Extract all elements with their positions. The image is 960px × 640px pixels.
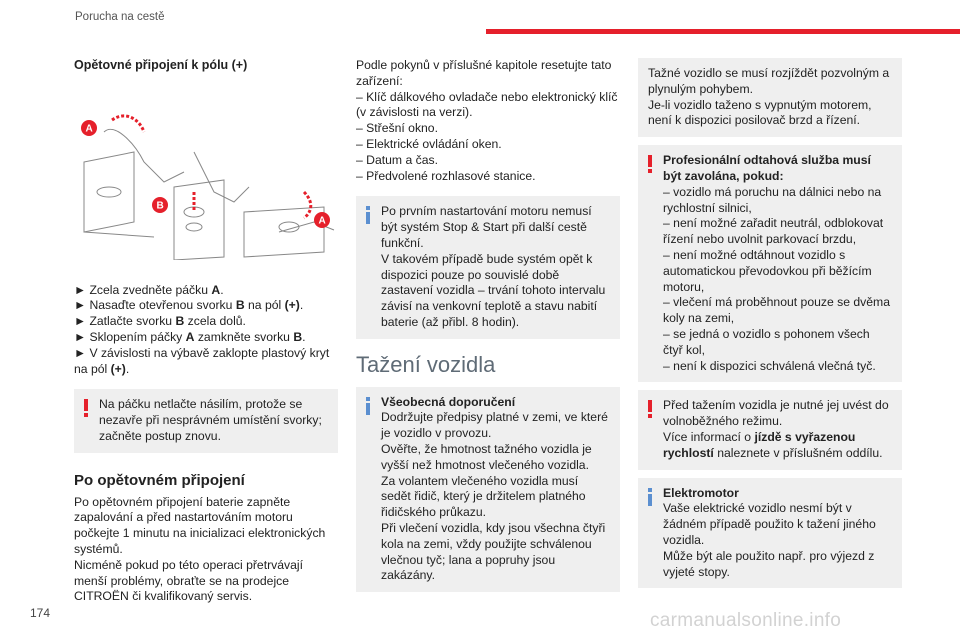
battery-clamp-illustration (74, 92, 338, 260)
neutral-mode-p2: Více informací o jízdě s vyřazenou rychlostí naleznete v příslušném oddílu. (663, 429, 883, 460)
step-1: ► Zcela zvedněte páčku A. (74, 282, 224, 297)
professional-tow-item-1: – vozidlo má poruchu na dálnici nebo na rychlostní silnici, (663, 184, 882, 215)
neutral-mode-p1: Před tažením vozidla je nutné jej uvést do volnoběžného režimu. (663, 398, 889, 429)
professional-tow-item-2: – není možné zařadit neutrál, odblokovat řízení nebo uvolnit parkovací brzdu, (663, 216, 884, 247)
general-advice-line-4: Při vlečení vozidla, kdy jsou všechna čtyři kola na zemi, vždy použijte schválenou vlečnou tyč; lana a popruhy jsou zakázány. (381, 520, 606, 583)
reset-item-1: – Klíč dálkového ovladače nebo elektronický klíč (v závislosti na verzi). (356, 89, 618, 120)
electric-motor-p1: Vaše elektrické vozidlo nesmí být v žádném případě použito k tažení jiného vozidla. (663, 501, 876, 547)
general-advice-line-3: Za volantem vlečeného vozidla musí sedět řidič, který je držitelem platného řidičského průkazu. (381, 473, 586, 520)
step-2: ► Nasaďte otevřenou svorku B na pól (+). (74, 298, 304, 313)
reset-intro: Podle pokynů v příslušné kapitole resetujte tato zařízení: (356, 58, 612, 88)
electric-motor-p2: Může být ale použito např. pro výjezd z vyjeté stopy. (663, 548, 875, 579)
header-accent-bar (486, 29, 960, 34)
stop-start-info-p1: Po prvním nastartování motoru nemusí být systém Stop & Start při další cestě funkční. (381, 204, 592, 250)
reconnect-heading: Opětovné připojení k pólu (+) (74, 58, 248, 72)
towing-start-p1: Tažné vozidlo se musí rozjíždět pozvolným a plynulým pohybem. (648, 66, 890, 96)
info-icon (365, 206, 371, 224)
towing-section-title: Tažení vozidla (356, 351, 496, 377)
svg-text:A: A (318, 215, 326, 227)
info-icon (647, 488, 653, 506)
label-b (152, 197, 168, 213)
after-reconnect-heading: Po opětovném připojení (74, 471, 245, 489)
electric-motor-info-box (638, 478, 902, 589)
after-reconnect-para-2: Nicméně pokud po této operaci přetrvávají menší problémy, obraťte se na prodejce CITROËN či kvalifikovaný servis. (74, 557, 303, 604)
general-advice-line-1: Dodržujte předpisy platné v zemi, ve které je vozidlo v provozu. (381, 410, 608, 441)
towing-start-box (638, 58, 902, 137)
professional-tow-item-6: – není k dispozici schválená vlečná tyč. (663, 358, 876, 373)
professional-tow-item-4: – vlečení má proběhnout pouze se dvěma koly na zemi, (663, 295, 890, 326)
stop-start-info-p2: V takovém případě bude systém opět k dispozici pouze po souvislé době zastavení vozidla – trvání tohoto intervalu závisí na venkovní teplotě a stavu nabití baterie (až přibl. 8 hodin). (381, 251, 606, 329)
step-5: ► V závislosti na výbavě zaklopte plastový kryt na pól (+). (74, 345, 330, 376)
step-3: ► Zatlačte svorku B zcela dolů. (74, 314, 246, 329)
watermark: carmanualsonline.info (650, 610, 842, 631)
reset-item-5: – Předvolené rozhlasové stanice. (356, 168, 536, 183)
label-a-right (314, 212, 330, 228)
professional-tow-title: Profesionální odtahová služba musí být zavolána, pokud: (663, 153, 871, 183)
after-reconnect-para-1: Po opětovném připojení baterie zapněte zapalování a před nastartováním motoru počkejte 1 minutu na inicializaci elektronických systémů. (74, 494, 326, 556)
running-header: Porucha na cestě (75, 11, 165, 23)
svg-text:B: B (156, 200, 164, 212)
warning-icon (83, 399, 89, 417)
column-1 (74, 58, 338, 605)
reset-item-3: – Elektrické ovládání oken. (356, 136, 502, 151)
general-advice-title: Všeobecná doporučení (381, 394, 516, 409)
column-2 (356, 58, 620, 600)
professional-tow-warning-box (638, 145, 902, 382)
warning-icon (647, 155, 653, 173)
page-number: 174 (30, 606, 51, 620)
info-icon (365, 397, 371, 415)
lever-warning-box (74, 389, 338, 452)
reset-item-4: – Datum a čas. (356, 152, 438, 167)
general-advice-box (356, 387, 620, 593)
professional-tow-item-5: – se jedná o vozidlo s pohonem všech čtyř kol, (663, 326, 870, 357)
professional-tow-item-3: – není možné odtáhnout vozidlo s automatickou převodovkou při běžícím motoru, (663, 247, 872, 294)
stop-start-info-box (356, 196, 620, 338)
svg-text:A: A (85, 123, 93, 135)
steps-list (74, 283, 338, 378)
lever-warning-text: Na páčku netlačte násilím, protože se nezavře při nesprávném umístění svorky; začněte postup znovu. (99, 397, 322, 443)
general-advice-line-2: Ověřte, že hmotnost tažného vozidla je vyšší než hmotnost vlečeného vozidla. (381, 441, 592, 472)
towing-start-p2: Je-li vozidlo taženo s vypnutým motorem, není k dispozici posilovač brzd a řízení. (648, 97, 872, 128)
column-3 (638, 58, 902, 596)
neutral-mode-warning-box (638, 390, 902, 469)
reset-item-2: – Střešní okno. (356, 121, 438, 136)
label-a-top (81, 120, 97, 136)
electric-motor-title: Elektromotor (663, 485, 739, 500)
warning-icon (647, 400, 653, 418)
step-4: ► Sklopením páčky A zamkněte svorku B. (74, 329, 306, 344)
